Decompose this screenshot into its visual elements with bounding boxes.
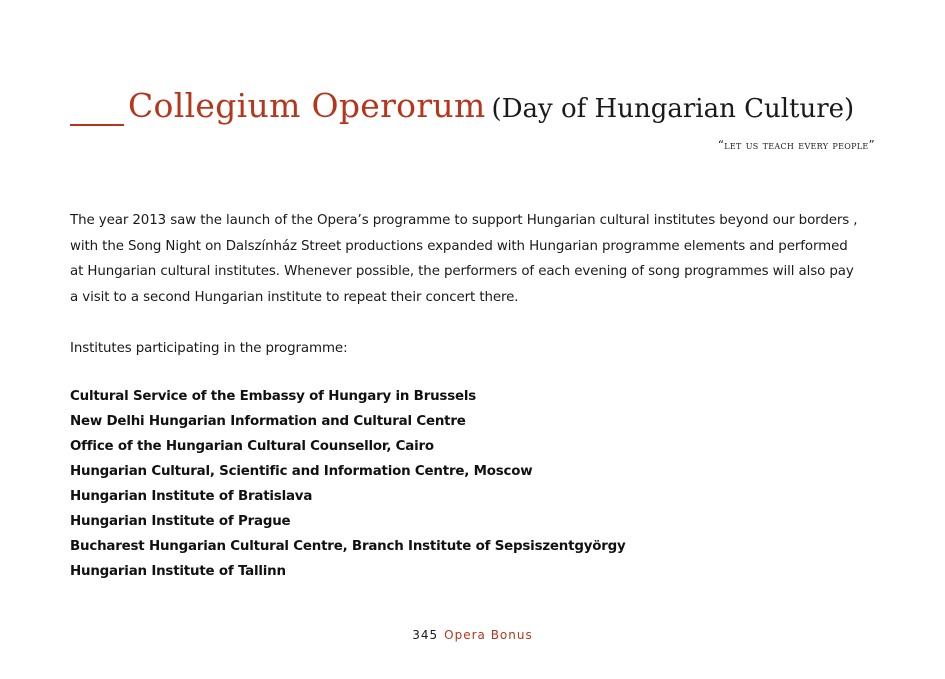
institute-item: Bucharest Hungarian Cultural Centre, Branch Institute of Sepsiszentgyörgy xyxy=(70,539,626,554)
motto: “let us teach every people” xyxy=(717,138,875,152)
page-number: 345 xyxy=(412,628,439,642)
institute-item: Hungarian Cultural, Scientific and Information Centre, Moscow xyxy=(70,464,533,479)
institute-item: Hungarian Institute of Bratislava xyxy=(70,489,313,504)
institute-item: Hungarian Institute of Prague xyxy=(70,514,291,529)
institute-item: Cultural Service of the Embassy of Hungary in Brussels xyxy=(70,389,477,404)
page-subtitle: (Day of Hungarian Culture) xyxy=(491,94,855,124)
institute-item: New Delhi Hungarian Information and Cultural Centre xyxy=(70,414,466,429)
page-title: Collegium Operorum xyxy=(128,86,486,125)
institutes-list xyxy=(70,384,626,584)
institute-item: Office of the Hungarian Cultural Counsellor, Cairo xyxy=(70,439,434,454)
title-line xyxy=(128,86,854,125)
page-header xyxy=(70,86,875,136)
title-rule xyxy=(70,124,124,126)
body-paragraph: The year 2013 saw the launch of the Opera’s programme to support Hungarian cultural institutes beyond our borders , with the Song Night on Dalszínház Street productions expanded with Hungarian programme elements and performed at Hungarian cultural institutes. Whenever possible, the performers of each evening of song programmes will also pay a visit to a second Hungarian institute to repeat their concert there. xyxy=(70,213,858,305)
page-footer xyxy=(0,628,945,642)
section-name: Opera Bonus xyxy=(444,628,533,642)
institutes-intro: Institutes participating in the programme: xyxy=(70,341,348,356)
institute-item: Hungarian Institute of Tallinn xyxy=(70,564,286,579)
